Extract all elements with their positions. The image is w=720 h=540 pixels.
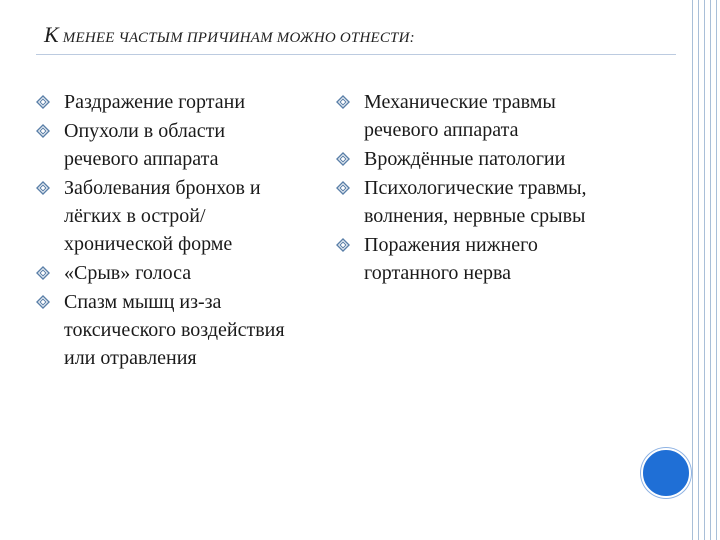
list-item xyxy=(36,259,296,287)
right-column xyxy=(336,88,596,288)
diamond-outline-icon xyxy=(36,295,50,309)
list-item xyxy=(36,88,296,116)
list-item xyxy=(336,145,596,173)
diamond-outline-icon xyxy=(36,95,50,109)
list-item-text: «Срыв» голоса xyxy=(64,262,192,284)
left-column xyxy=(36,88,296,373)
accent-circle-decoration xyxy=(641,448,691,498)
diamond-outline-icon xyxy=(336,95,350,109)
list-item-text: Заболевания бронхов и лёгких в острой/хронической форме xyxy=(64,177,261,255)
diamond-outline-icon xyxy=(36,181,50,195)
left-bullet-list xyxy=(36,88,296,372)
list-item-text: Механические травмы речевого аппарата xyxy=(364,91,556,141)
decor-rail xyxy=(716,0,717,540)
diamond-outline-icon xyxy=(336,181,350,195)
list-item xyxy=(36,288,296,372)
right-bullet-list xyxy=(336,88,596,287)
diamond-outline-icon xyxy=(336,238,350,252)
diamond-outline-icon xyxy=(36,124,50,138)
decor-rail xyxy=(710,0,711,540)
list-item xyxy=(336,174,596,230)
list-item-text: Психологические травмы, волнения, нервные срывы xyxy=(364,177,587,227)
decor-rail xyxy=(698,0,699,540)
slide-title-initial: К xyxy=(44,22,59,47)
title-underline xyxy=(36,54,676,55)
list-item-text: Врождённые патологии xyxy=(364,148,566,170)
diamond-outline-icon xyxy=(336,152,350,166)
list-item-text: Поражения нижнего гортанного нерва xyxy=(364,234,538,284)
list-item xyxy=(36,174,296,258)
list-item xyxy=(336,88,596,144)
list-item-text: Опухоли в области речевого аппарата xyxy=(64,120,226,170)
decor-rail xyxy=(704,0,705,540)
slide-title xyxy=(44,22,415,48)
diamond-outline-icon xyxy=(36,266,50,280)
list-item-text: Раздражение гортани xyxy=(64,91,246,113)
decor-rail xyxy=(692,0,693,540)
list-item-text: Спазм мышц из-за токсического воздействия или отравления xyxy=(64,291,285,369)
list-item xyxy=(336,231,596,287)
slide-title-rest: МЕНЕЕ ЧАСТЫМ ПРИЧИНАМ МОЖНО ОТНЕСТИ: xyxy=(58,30,415,46)
list-item xyxy=(36,117,296,173)
